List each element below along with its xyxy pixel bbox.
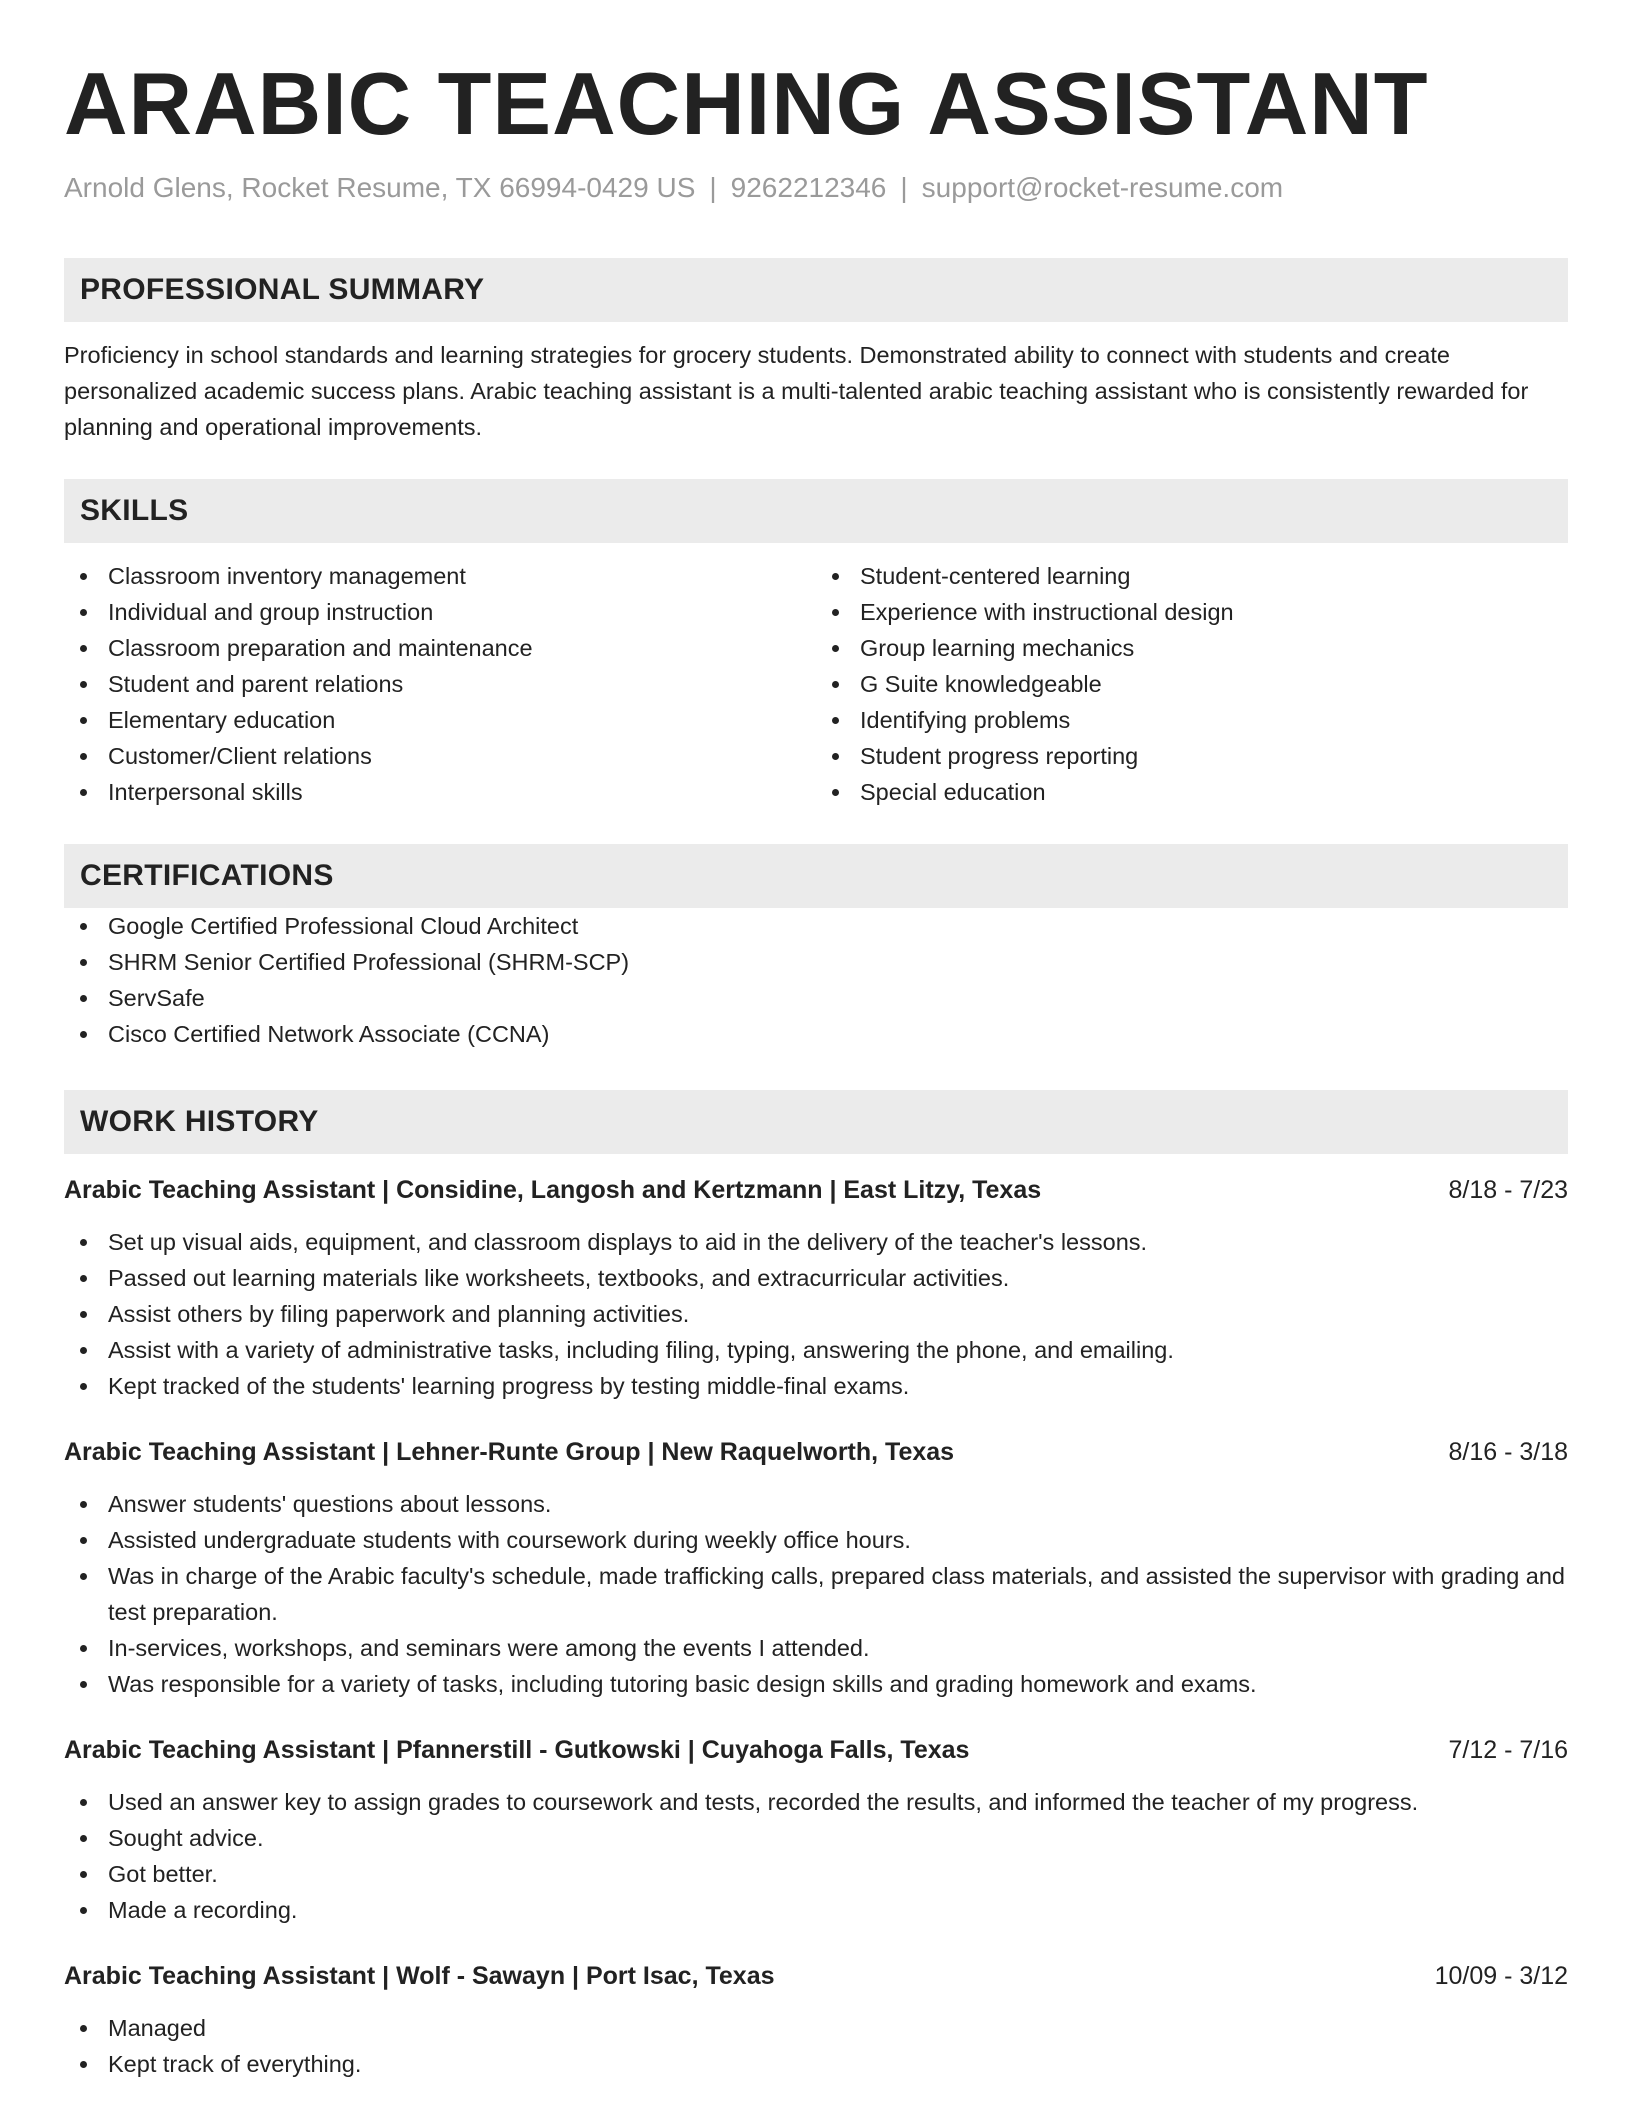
job-bullet: Kept track of everything. [64, 2046, 1568, 2082]
job-bullet: Sought advice. [64, 1820, 1568, 1856]
job-entry [64, 1172, 1568, 1404]
job-title: Arabic Teaching Assistant | Lehner-Runte Group | New Raquelworth, Texas [64, 1438, 955, 1466]
job-title: Arabic Teaching Assistant | Considine, Langosh and Kertzmann | East Litzy, Texas [64, 1176, 1042, 1204]
skill-item: Individual and group instruction [64, 594, 816, 630]
job-bullet: Set up visual aids, equipment, and classroom displays to aid in the delivery of the teacher's lessons. [64, 1224, 1568, 1260]
job-bullet: Answer students' questions about lessons. [64, 1486, 1568, 1522]
job-bullet: Managed [64, 2010, 1568, 2046]
certification-item: ServSafe [64, 980, 1568, 1016]
certification-item: Google Certified Professional Cloud Architect [64, 908, 1568, 944]
job-header [64, 1958, 1568, 1994]
job-title: Arabic Teaching Assistant | Wolf - Sawayn | Port Isac, Texas [64, 1962, 775, 1990]
skill-item: Student-centered learning [816, 558, 1568, 594]
job-bullets [64, 2010, 1568, 2082]
skill-item: G Suite knowledgeable [816, 666, 1568, 702]
summary-text: Proficiency in school standards and learning strategies for grocery students. Demonstrated ability to connect with students and create personalized academic success plans. Arabic teaching assistant is a multi-talented arabic teaching assistant who is consistently rewarded for planning and operational improvements. [64, 342, 1529, 440]
contact-separator: | [900, 172, 908, 203]
certifications-list [64, 908, 1568, 1052]
skill-item: Elementary education [64, 702, 816, 738]
job-entry [64, 1732, 1568, 1928]
job-title: Arabic Teaching Assistant | Pfannerstill - Gutkowski | Cuyahoga Falls, Texas [64, 1736, 970, 1764]
skills-column-right [816, 558, 1568, 810]
section-heading-work-history: WORK HISTORY [64, 1090, 1568, 1154]
skill-item: Student progress reporting [816, 738, 1568, 774]
certification-item: SHRM Senior Certified Professional (SHRM-SCP) [64, 944, 1568, 980]
job-bullet: Used an answer key to assign grades to coursework and tests, recorded the results, and informed the teacher of my progress. [64, 1784, 1568, 1820]
contact-phone: 9262212346 [730, 172, 887, 203]
skill-item: Identifying problems [816, 702, 1568, 738]
section-heading-skills: SKILLS [64, 479, 1568, 543]
job-dates: 7/12 - 7/16 [1448, 1736, 1568, 1764]
skill-item: Special education [816, 774, 1568, 810]
skill-item: Customer/Client relations [64, 738, 816, 774]
skills-list-right [816, 558, 1568, 810]
section-heading-summary: PROFESSIONAL SUMMARY [64, 258, 1568, 322]
job-header [64, 1434, 1568, 1470]
skill-item: Group learning mechanics [816, 630, 1568, 666]
skill-item: Classroom preparation and maintenance [64, 630, 816, 666]
job-bullet: Assist with a variety of administrative tasks, including filing, typing, answering the phone, and emailing. [64, 1332, 1568, 1368]
job-bullet: Kept tracked of the students' learning progress by testing middle-final exams. [64, 1368, 1568, 1404]
job-bullet: Was in charge of the Arabic faculty's schedule, made trafficking calls, prepared class materials, and assisted the supervisor with grading and test preparation. [64, 1558, 1568, 1630]
certification-item: Cisco Certified Network Associate (CCNA) [64, 1016, 1568, 1052]
contact-line [64, 170, 1568, 206]
contact-address: Arnold Glens, Rocket Resume, TX 66994-0429 US [64, 172, 696, 203]
job-entry [64, 1434, 1568, 1702]
skills-list-left [64, 558, 816, 810]
contact-separator: | [709, 172, 717, 203]
job-bullets [64, 1224, 1568, 1404]
job-bullet: Made a recording. [64, 1892, 1568, 1928]
job-bullet: Was responsible for a variety of tasks, including tutoring basic design skills and grading homework and exams. [64, 1666, 1568, 1702]
job-bullet: Assist others by filing paperwork and planning activities. [64, 1296, 1568, 1332]
section-heading-certifications: CERTIFICATIONS [64, 844, 1568, 908]
job-dates: 8/18 - 7/23 [1448, 1176, 1568, 1204]
job-header [64, 1732, 1568, 1768]
job-bullet: Passed out learning materials like worksheets, textbooks, and extracurricular activities. [64, 1260, 1568, 1296]
skill-item: Interpersonal skills [64, 774, 816, 810]
job-bullet: Got better. [64, 1856, 1568, 1892]
job-bullet: In-services, workshops, and seminars were among the events I attended. [64, 1630, 1568, 1666]
skill-item: Classroom inventory management [64, 558, 816, 594]
skill-item: Student and parent relations [64, 666, 816, 702]
job-header [64, 1172, 1568, 1208]
skills-column-left [64, 558, 816, 810]
job-dates: 10/09 - 3/12 [1434, 1962, 1568, 1990]
job-entry [64, 1958, 1568, 2082]
skill-item: Experience with instructional design [816, 594, 1568, 630]
job-bullets [64, 1486, 1568, 1702]
contact-email: support@rocket-resume.com [921, 172, 1284, 203]
skills-grid [64, 558, 1568, 810]
job-dates: 8/16 - 3/18 [1448, 1438, 1568, 1466]
job-bullets [64, 1784, 1568, 1928]
resume-title: ARABIC TEACHING ASSISTANT [64, 54, 1429, 153]
job-bullet: Assisted undergraduate students with coursework during weekly office hours. [64, 1522, 1568, 1558]
